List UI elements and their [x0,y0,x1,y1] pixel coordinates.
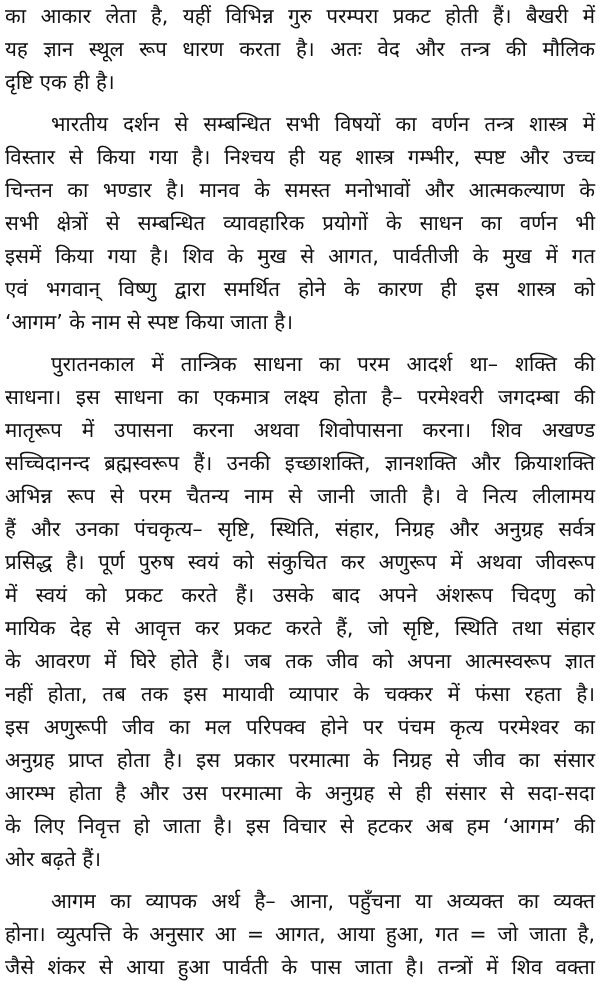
text-line: दृष्टि एक ही है। [5,70,115,94]
text-line: नहीं होता, तब तक इस मायावी व्यापार के चक्कर में फंसा रहता है। [5,682,595,706]
text-line: में स्वयं को प्रकट करते हैं। उसके बाद अपने अंशरूप चिदणु को [5,583,595,607]
text-line: मातृरूप में उपासना करना अथवा शिवोपासना करना। शिव अखण्ड [5,418,595,442]
text-line: के लिए निवृत्त हो जाता है। इस विचार से हटकर अब हम ‘आगम’ की [5,814,595,838]
text-line: इसमें किया गया है। शिव के मुख से आगत, पार्वतीजी के मुख में गत [5,244,595,268]
text-line: अभिन्न रूप से परम चैतन्य नाम से जानी जाती है। वे नित्य लीलामय [5,484,595,508]
text-line: जैसे शंकर से आया हुआ पार्वती के पास जाता है। तन्त्रों में शिव वक्ता [5,955,595,979]
text-line: आगम का व्यापक अर्थ है– आना, पहुँचना या अव्यक्त का व्यक्त [51,889,595,913]
text-line: सच्चिदानन्द ब्रह्मस्वरूप हैं। उनकी इच्छाशक्ति, ज्ञानशक्ति और क्रियाशक्ति [5,451,595,475]
paragraph [5,885,595,984]
text-line: पुरातनकाल में तान्त्रिक साधना का परम आदर्श था– शक्ति की [51,352,595,376]
text-line: मायिक देह से आवृत्त कर प्रकट करते हैं, जो सृष्टि, स्थिति तथा संहार [5,616,595,640]
text-line: एवं भगवान् विष्णु द्वारा समर्थित होने के कारण ही इस शास्त्र को [5,277,595,301]
text-line: सभी क्षेत्रों से सम्बन्धित व्यावहारिक प्रयोगों के साधन का वर्णन भी [5,211,595,235]
text-line: अनुग्रह प्राप्त होता है। इस प्रकार परमात्मा के निग्रह से जीव का संसार [5,748,595,772]
paragraph [5,108,595,339]
paragraph [5,348,595,876]
text-line: साधना। इस साधना का एकमात्र लक्ष्य होता है– परमेश्वरी जगदम्बा की [5,385,595,409]
text-line: प्रसिद्ध है। पूर्ण पुरुष स्वयं को संकुचित कर अणुरूप में अथवा जीवरूप [5,550,595,574]
text-line: होना। व्युत्पत्ति के अनुसार आ = आगत, आया हुआ, गत = जो जाता है, [5,922,595,946]
text-line: आरम्भ होता है और उस परमात्मा के अनुग्रह से ही संसार से सदा-सदा [5,781,595,805]
text-line: ‘आगम’ के नाम से स्पष्ट किया जाता है। [5,310,293,334]
document-page [5,0,595,993]
text-line: इस अणुरूपी जीव का मल परिपक्व होने पर पंचम कृत्य परमेश्वर का [5,715,595,739]
text-line: हैं और उनका पंचकृत्य– सृष्टि, स्थिति, संहार, निग्रह और अनुग्रह सर्वत्र [5,517,595,541]
text-line: विस्तार से किया गया है। निश्चय ही यह शास्त्र गम्भीर, स्पष्ट और उच्च [5,145,595,169]
text-line: यह ज्ञान स्थूल रूप धारण करता है। अतः वेद और तन्त्र की मौलिक [5,37,595,61]
text-line: का आकार लेता है, यहीं विभिन्न गुरु परम्परा प्रकट होती हैं। बैखरी में [5,4,595,28]
text-line: ओर बढ़ते हैं। [5,847,101,871]
text-line: भारतीय दर्शन से सम्बन्धित सभी विषयों का वर्णन तन्त्र शास्त्र में [51,112,595,136]
paragraph [5,0,595,99]
text-line: के आवरण में घिरे होते हैं। जब तक जीव को अपना आत्मस्वरूप ज्ञात [5,649,595,673]
text-line: चिन्तन का भण्डार है। मानव के समस्त मनोभावों और आत्मकल्याण के [5,178,595,202]
